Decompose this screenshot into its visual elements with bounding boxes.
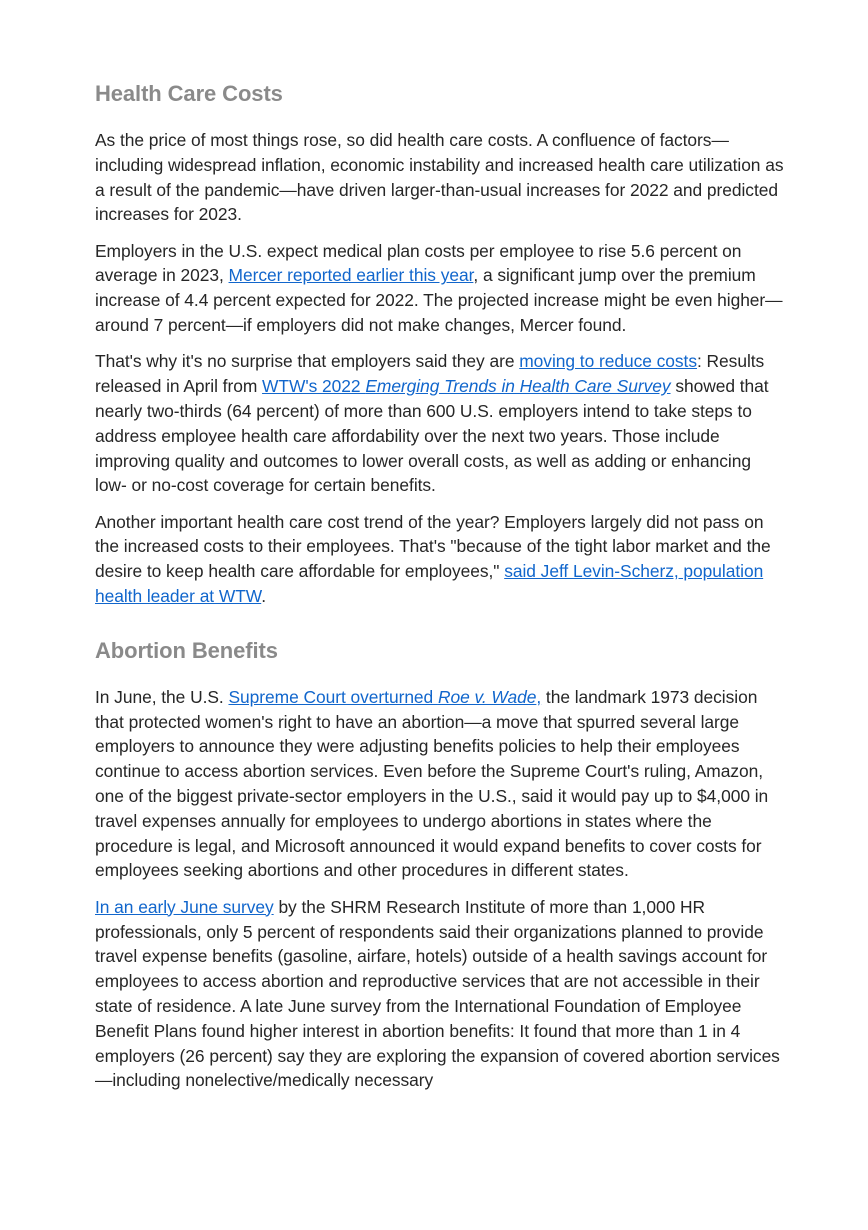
section-heading-health-care-costs: Health Care Costs [95,81,283,106]
paragraph-text: : Results released in April from [95,351,765,397]
paragraph-text: , a significant jump over the premium increase of 4.4 percent expected for 2022. The projected increase might be even higher—around 7 percent—if employers did not make changes, Mercer found. [95,265,783,336]
link-mercer-report[interactable]: Mercer reported earlier this year [228,265,474,286]
paragraph-text: the landmark 1973 decision that protected women's right to have an abortion—a move that spurred several large employers to announce they were adjusting benefits policies to help their employees continue to access abortion services. Even before the Supreme Court's ruling, Amazon, one of the biggest private-sector employers in the U.S., said it would pay up to $4,000 in travel expenses annually for employees to undergo abortions in states where the procedure is legal, and Microsoft announced it would expand benefits to cover costs for employees seeking abortions and other procedures in different states. [95,686,769,881]
paragraph-text: showed that nearly two-thirds (64 percent) of more than 600 U.S. employers intend to take steps to address employee health care affordability over the next two years. Those include improving quality and outcomes to lower overall costs, as well as adding or enhancing low- or no-cost coverage for certain benefits. [95,376,769,496]
paragraph [95,685,785,883]
paragraph-text: . [261,586,267,607]
paragraph [95,239,785,338]
paragraph-text: by the SHRM Research Institute of more than 1,000 HR professionals, only 5 percent of respondents said their organizations planned to provide travel expense benefits (gasoline, airfare, hotels) outside of a health savings account for employees to access abortion and reproductive services that are not accessible in their state of residence. A late June survey from the International Foundation of Employee Benefit Plans found higher interest in abortion benefits: It found that more than 1 in 4 employers (26 percent) say they are exploring the expansion of covered abortion services—including nonelective/medically necessary [95,896,780,1091]
paragraph-text: Employers in the U.S. expect medical plan costs per employee to rise 5.6 percent on average in 2023, [95,240,742,286]
paragraph [95,510,785,609]
paragraph-text: As the price of most things rose, so did health care costs. A confluence of factors—including widespread inflation, economic instability and increased health care utilization as a result of the pandemic—have driven larger-than-usual increases for 2022 and predicted increases for 2023. [95,130,784,225]
link-text: , [536,686,542,707]
link-early-june-survey[interactable]: In an early June survey [95,896,274,917]
paragraph-text: Another important health care cost trend of the year? Employers largely did not pass on the increased costs to their employees. That's "because of the tight labor market and the desire to keep health care affordable for employees," [95,511,771,582]
paragraph [95,349,785,498]
link-supreme-court-overturned[interactable] [228,687,541,707]
paragraph [95,895,785,1093]
link-moving-to-reduce-costs[interactable]: moving to reduce costs [519,351,697,372]
section-heading-abortion-benefits: Abortion Benefits [95,637,278,663]
link-wtw-survey-title: Emerging Trends in Health Care Survey [365,376,671,397]
paragraph-text: In June, the U.S. [95,686,229,707]
link-wtw-survey-prefix: WTW's 2022 [262,376,366,397]
link-text: Supreme Court overturned [228,686,438,707]
link-jeff-levin-scherz[interactable]: said Jeff Levin-Scherz, population health leader at WTW [95,561,764,607]
link-wtw-survey[interactable] [262,376,670,396]
link-case-name: Roe v. Wade [437,686,537,707]
paragraph [95,128,785,227]
document-page [95,0,785,1105]
paragraph-text: That's why it's no surprise that employers said they are [95,351,520,372]
